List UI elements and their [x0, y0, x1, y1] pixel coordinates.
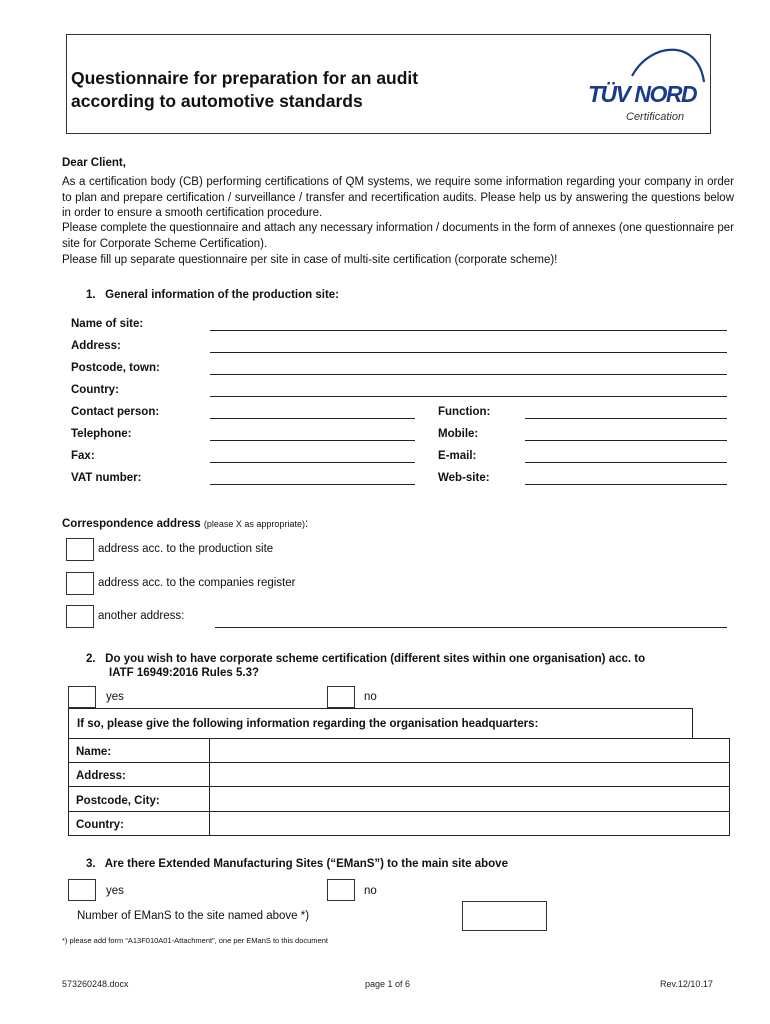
logo-subtitle: Certification [626, 111, 685, 123]
correspondence-colon: : [304, 518, 309, 530]
label-postcode-town: Postcode, town: [71, 362, 160, 374]
intro-paragraph-1: As a certification body (CB) performing certifications of QM systems, we require some information regarding your company in order to plan and prepare certification / surveillance / transfer and recertification audits. Please help us by answering the questions below in order to ensure a smooth certification procedure. [62, 176, 734, 219]
fax-field[interactable] [210, 462, 415, 463]
section-2-heading-line-1: 2. Do you wish to have corporate scheme certification (different sites within one organisation) acc. to [86, 653, 646, 665]
label-fax: Fax: [71, 450, 95, 462]
mobile-field[interactable] [525, 440, 727, 441]
label-website: Web-site: [438, 472, 490, 484]
footer-filename: 573260248.docx [62, 979, 129, 989]
function-field[interactable] [525, 418, 727, 419]
footer-page-number: page 1 of 6 [365, 979, 411, 989]
footnote: *) please add form “A13F010A01-Attachment”, one per EManS to this document [62, 936, 328, 945]
section-3-heading: 3. Are there Extended Manufacturing Sites (“EManS”) to the main site above [86, 858, 508, 870]
checkbox-emans-no[interactable] [327, 879, 355, 901]
option-production-site: address acc. to the production site [98, 543, 274, 555]
emans-count-label: Number of EManS to the site named above *) [77, 910, 310, 922]
intro-paragraph-2: Please complete the questionnaire and attach any necessary information / documents in the form of annexes (one questionnaire per site for Corporate Scheme Certification). [62, 222, 734, 250]
hq-label-postcode-city: Postcode, City: [76, 795, 160, 807]
hq-header-text: If so, please give the following information regarding the organisation headquarters: [77, 718, 539, 730]
footer-revision: Rev.12/10.17 [660, 979, 713, 989]
name-of-site-field[interactable] [210, 330, 727, 331]
label-name-of-site: Name of site: [71, 318, 144, 330]
contact-person-field[interactable] [210, 418, 415, 419]
label-contact-person: Contact person: [71, 406, 160, 418]
label-telephone: Telephone: [71, 428, 132, 440]
title-line-2: according to automotive standards [71, 91, 363, 111]
hq-label-name: Name: [76, 746, 112, 758]
hq-name-input[interactable] [210, 739, 729, 762]
corporate-yes-label: yes [106, 691, 124, 703]
checkbox-corporate-no[interactable] [327, 686, 355, 708]
email-field[interactable] [525, 462, 727, 463]
vat-number-field[interactable] [210, 484, 415, 485]
hq-label-country: Country: [76, 819, 124, 831]
correspondence-heading [62, 518, 308, 530]
website-field[interactable] [525, 484, 727, 485]
emans-yes-label: yes [106, 885, 124, 897]
checkbox-corporate-yes[interactable] [68, 686, 96, 708]
option-another-address: another address: [98, 610, 185, 622]
section-2-heading [86, 652, 736, 680]
postcode-town-field[interactable] [210, 374, 727, 375]
emans-no-label: no [364, 885, 377, 897]
logo-name: TÜV NORD [588, 81, 697, 107]
checkbox-production-site[interactable] [66, 538, 94, 561]
hq-postcode-city-input[interactable] [210, 787, 729, 811]
hq-country-input[interactable] [210, 812, 729, 835]
intro-paragraph-3: Please fill up separate questionnaire per site in case of multi-site certification (corporate scheme)! [62, 254, 558, 266]
checkbox-companies-register[interactable] [66, 572, 94, 595]
section-2-heading-line-2: IATF 16949:2016 Rules 5.3? [109, 667, 259, 679]
label-country: Country: [71, 384, 119, 396]
label-address: Address: [71, 340, 121, 352]
checkbox-emans-yes[interactable] [68, 879, 96, 901]
checkbox-another-address[interactable] [66, 605, 94, 628]
label-vat-number: VAT number: [71, 472, 142, 484]
correspondence-title: Correspondence address [62, 518, 201, 530]
another-address-field[interactable] [215, 627, 727, 628]
address-field[interactable] [210, 352, 727, 353]
emans-count-input[interactable] [462, 901, 547, 931]
correspondence-hint: (please X as appropriate) [203, 519, 305, 529]
label-mobile: Mobile: [438, 428, 479, 440]
hq-label-address: Address: [76, 770, 126, 782]
label-function: Function: [438, 406, 491, 418]
telephone-field[interactable] [210, 440, 415, 441]
document-title [71, 67, 551, 113]
label-email: E-mail: [438, 450, 477, 462]
corporate-no-label: no [364, 691, 377, 703]
country-field[interactable] [210, 396, 727, 397]
title-line-1: Questionnaire for preparation for an audit [71, 68, 419, 88]
greeting: Dear Client, [62, 157, 126, 169]
option-companies-register: address acc. to the companies register [98, 577, 296, 589]
hq-address-input[interactable] [210, 763, 729, 786]
section-1-heading: 1. General information of the production site: [86, 289, 340, 301]
